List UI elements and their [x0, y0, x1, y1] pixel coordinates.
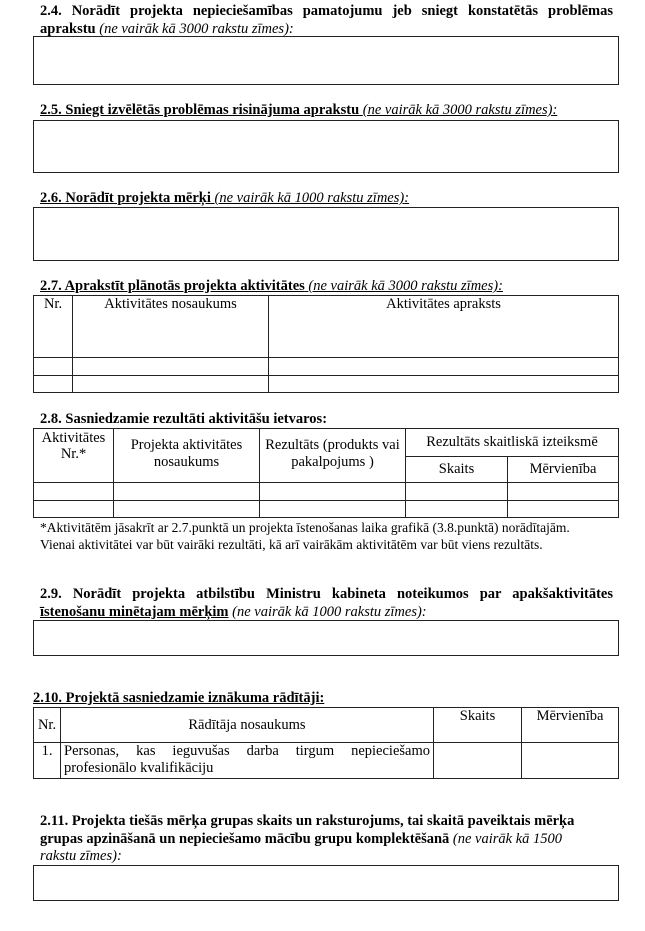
cell[interactable]: [34, 501, 114, 518]
cell-count[interactable]: [434, 743, 522, 779]
table-row: [34, 743, 619, 779]
cell[interactable]: [34, 358, 73, 376]
table-row: [34, 376, 619, 393]
column-header-indicator-name: Rādītāja nosaukums: [61, 708, 434, 743]
cell[interactable]: [406, 501, 508, 518]
cell-unit[interactable]: [522, 743, 619, 779]
section-2-4-input[interactable]: [33, 36, 619, 85]
section-2-11-heading: [40, 813, 600, 866]
heading-text: 2.11. Projekta tiešās mērķa grupas skaits un raksturojums, tai skaitā paveiktais mērķa grupas apzināšanā un nepieciešamo mācību grupu komplektēšanā: [40, 813, 575, 847]
table-row: [34, 483, 619, 501]
column-header-unit: Mērvienība: [508, 457, 619, 483]
section-2-9-heading: [40, 586, 613, 621]
heading-line: 2.4. Norādīt projekta nepieciešamības pamatojumu jeb sniegt konstatētās problēmas: [40, 3, 613, 19]
section-2-11-input[interactable]: [33, 865, 619, 901]
cell[interactable]: [34, 483, 114, 501]
column-header-activity-nr: Aktivitātes Nr.*: [34, 429, 114, 483]
heading-line: aprakstu: [40, 20, 96, 37]
table-row: [34, 501, 619, 518]
char-limit-note: (ne vairāk kā 3000 rakstu zīmes): [362, 102, 553, 118]
section-2-4-heading: [40, 3, 613, 38]
column-header-activity-name: Projekta aktivitātes nosaukums: [114, 429, 260, 483]
char-limit-note: (ne vairāk kā 1000 rakstu zīmes): [232, 603, 422, 620]
column-header-numeric: Rezultāts skaitliskā izteiksmē: [406, 429, 619, 457]
char-limit-note: (ne vairāk kā 3000 rakstu zīmes):: [308, 278, 503, 294]
heading-line: īstenošanu minētajam mērķim: [40, 603, 229, 620]
activities-table: [33, 295, 619, 393]
cell[interactable]: [508, 483, 619, 501]
section-2-8-heading: [40, 411, 327, 429]
cell[interactable]: [34, 376, 73, 393]
column-header-unit: Mērvienība: [522, 708, 619, 743]
colon: :: [288, 20, 294, 37]
heading-text: 2.10. Projektā sasniedzamie iznākuma rādītāji:: [33, 690, 325, 706]
cell[interactable]: [406, 483, 508, 501]
table-row: [34, 358, 619, 376]
heading-text: 2.5. Sniegt izvēlētās problēmas risinājuma aprakstu: [40, 102, 360, 118]
colon: :: [404, 190, 410, 206]
column-header-count: Skaits: [434, 708, 522, 743]
footnote: Vienai aktivitātei var būt vairāki rezultāti, kā arī vairākām aktivitātēm var būt viens rezultāts.: [40, 537, 543, 552]
cell-nr: 1.: [34, 743, 61, 779]
column-header-count: Skaits: [406, 457, 508, 483]
heading-text: 2.6. Norādīt projekta mērķi: [40, 190, 211, 206]
cell[interactable]: [73, 358, 269, 376]
section-2-5-input[interactable]: [33, 120, 619, 173]
column-header-nr: Nr.: [34, 296, 73, 358]
cell[interactable]: [269, 358, 619, 376]
section-2-7-heading: [40, 278, 503, 296]
heading-text: 2.8. Sasniedzamie rezultāti aktivitāšu ietvaros:: [40, 411, 328, 427]
column-header-nr: Nr.: [34, 708, 61, 743]
results-table: [33, 428, 619, 518]
footnote: *Aktivitātēm jāsakrīt ar 2.7.punktā un projekta īstenošanas laika grafikā (3.8.punktā) norādītajām.: [40, 520, 570, 535]
section-2-9-input[interactable]: [33, 620, 619, 656]
column-header-activity-description: Aktivitātes apraksts: [269, 296, 619, 358]
section-2-10-heading: [33, 690, 324, 708]
section-2-5-heading: [40, 102, 557, 120]
section-2-6-heading: [40, 190, 409, 208]
cell-indicator-name: Personas, kas ieguvušas darba tirgum nepieciešamo profesionālo kvalifikāciju: [61, 743, 434, 779]
cell[interactable]: [269, 376, 619, 393]
cell[interactable]: [73, 376, 269, 393]
cell[interactable]: [114, 501, 260, 518]
heading-text: 2.7. Aprakstīt plānotās projekta aktivitātes: [40, 278, 305, 294]
char-limit-note: (ne vairāk kā 1500 rakstu zīmes): [40, 830, 563, 864]
colon: :: [421, 603, 427, 620]
column-header-activity-name: Aktivitātes nosaukums: [73, 296, 269, 358]
char-limit-note: (ne vairāk kā 1000 rakstu zīmes): [214, 190, 405, 206]
cell[interactable]: [260, 483, 406, 501]
column-header-result: Rezultāts (produkts vai pakalpojums ): [260, 429, 406, 483]
char-limit-note: (ne vairāk kā 3000 rakstu zīmes): [99, 20, 289, 37]
output-indicators-table: [33, 707, 619, 779]
cell[interactable]: [114, 483, 260, 501]
heading-line: 2.9. Norādīt projekta atbilstību Ministru kabineta noteikumos par apakšaktivitātes: [40, 586, 613, 602]
section-2-6-input[interactable]: [33, 207, 619, 261]
colon: :: [552, 102, 558, 118]
cell[interactable]: [508, 501, 619, 518]
cell[interactable]: [260, 501, 406, 518]
colon: :: [116, 848, 122, 864]
